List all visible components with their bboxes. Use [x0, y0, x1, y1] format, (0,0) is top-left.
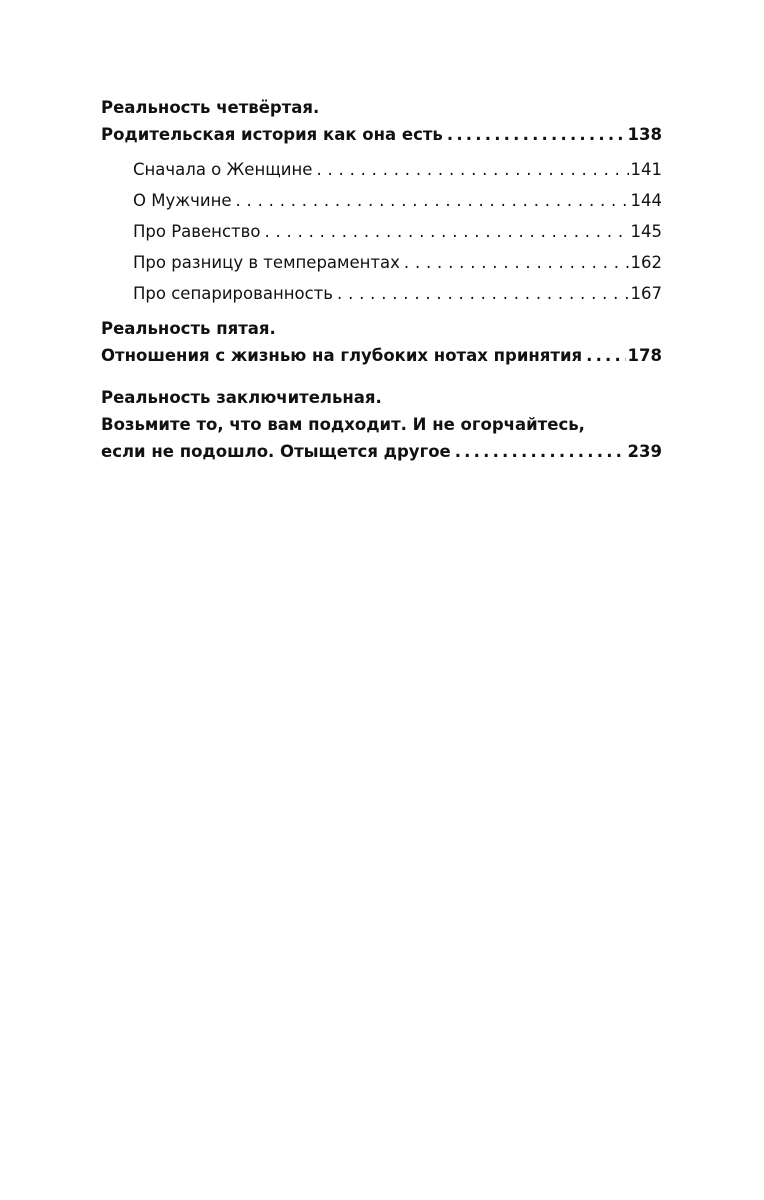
dot-leader: [312, 154, 628, 185]
dot-leader: [443, 121, 626, 148]
toc-page-number: 178: [627, 346, 662, 365]
toc-entry-continued: [101, 411, 662, 438]
toc-page-number: 144: [630, 191, 662, 210]
dot-leader: [400, 247, 629, 278]
toc-entry-label: О Мужчине: [133, 191, 232, 210]
toc-subentry[interactable]: [101, 185, 662, 216]
toc-page-number: 239: [627, 442, 662, 461]
table-of-contents: [101, 94, 662, 465]
dot-leader: [260, 216, 628, 247]
toc-subentry[interactable]: [101, 247, 662, 278]
toc-page-number: 141: [630, 160, 662, 179]
toc-entry-label: Про разницу в темпераментах: [133, 253, 400, 272]
section-title-text: Реальность четвёртая.: [101, 98, 320, 117]
toc-page-number: 162: [630, 253, 662, 272]
section-title-text: Реальность заключительная.: [101, 388, 382, 407]
toc-entry[interactable]: [101, 342, 662, 369]
toc-entry[interactable]: [101, 438, 662, 465]
dot-leader: [333, 278, 628, 309]
toc-entry-label: Сначала о Женщине: [133, 160, 313, 179]
toc-sublist: [101, 154, 662, 309]
dot-leader: [582, 342, 625, 369]
toc-entry-label: Родительская история как она есть: [101, 125, 443, 144]
toc-entry-label: Отношения с жизнью на глубоких нотах принятия: [101, 346, 583, 365]
toc-subentry[interactable]: [101, 216, 662, 247]
section-title-text: Реальность пятая.: [101, 319, 276, 338]
toc-page-number: 145: [630, 222, 662, 241]
spacer: [101, 369, 662, 384]
toc-section-title: [101, 384, 662, 411]
toc-page-number: 138: [627, 125, 662, 144]
toc-subentry[interactable]: [101, 278, 662, 309]
toc-entry-label: Про Равенство: [133, 222, 261, 241]
toc-entry[interactable]: [101, 121, 662, 148]
toc-entry-label: если не подошло. Отыщется другое: [101, 442, 451, 461]
toc-section-title: [101, 315, 662, 342]
toc-entry-label: Возьмите то, что вам подходит. И не огорчайтесь,: [101, 415, 585, 434]
toc-section-title: [101, 94, 662, 121]
toc-entry-label: Про сепарированность: [133, 284, 334, 303]
toc-subentry[interactable]: [101, 154, 662, 185]
dot-leader: [232, 185, 629, 216]
toc-page-number: 167: [630, 284, 662, 303]
dot-leader: [451, 438, 626, 465]
